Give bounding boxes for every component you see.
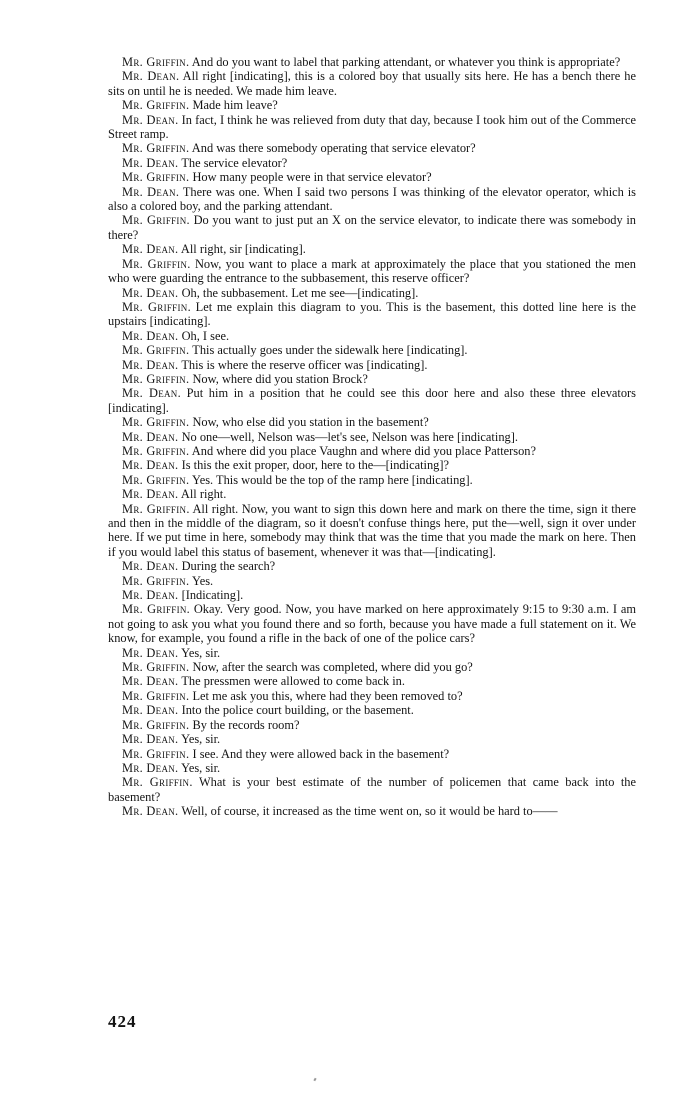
speaker-name: Mr. Dean. [122, 559, 179, 574]
scan-speck [313, 1078, 316, 1082]
transcript-paragraph [108, 358, 636, 372]
speaker-name: Mr. Griffin. [122, 660, 190, 675]
transcript-paragraph [108, 502, 636, 560]
speech-text: And was there somebody operating that service elevator? [191, 141, 476, 156]
transcript-paragraph [108, 775, 636, 804]
page-number: 424 [108, 1012, 137, 1031]
speaker-name: Mr. Dean. [122, 487, 179, 502]
speaker-name: Mr. Dean. [122, 645, 179, 660]
transcript-paragraph [108, 170, 636, 184]
speaker-name: Mr. Griffin. [122, 746, 190, 761]
transcript-paragraph [108, 98, 636, 112]
transcript-paragraph [108, 473, 636, 487]
speech-text: The pressmen were allowed to come back in. [181, 674, 405, 689]
speaker-name: Mr. Griffin. [122, 472, 190, 487]
transcript-body [108, 55, 636, 819]
speaker-name: Mr. Griffin. [122, 141, 190, 156]
speaker-name: Mr. Dean. [122, 69, 180, 84]
speech-text: No one—well, Nelson was—let's see, Nelson was here [indicating]. [181, 429, 518, 444]
transcript-paragraph [108, 372, 636, 386]
speaker-name: Mr. Griffin. [122, 170, 190, 185]
transcript-paragraph [108, 69, 636, 98]
speaker-name: Mr. Dean. [122, 732, 179, 747]
speech-text: Oh, the subbasement. Let me see—[indicating]. [181, 285, 419, 300]
speech-text: Yes, sir. [181, 732, 221, 747]
speaker-name: Mr. Dean. [122, 357, 179, 372]
transcript-paragraph [108, 458, 636, 472]
speech-text: Let me explain this diagram to you. This is the basement, this dotted line here is the upstairs [indicating]. [108, 299, 636, 329]
speech-text: Yes. [192, 573, 214, 588]
speaker-name: Mr. Griffin. [122, 299, 191, 314]
speech-text: Yes, sir. [181, 645, 221, 660]
transcript-paragraph [108, 660, 636, 674]
speaker-name: Mr. Griffin. [122, 343, 190, 358]
speech-text: Now, where did you station Brock? [192, 371, 368, 386]
transcript-paragraph [108, 415, 636, 429]
speech-text: This is where the reserve officer was [indicating]. [181, 357, 428, 372]
speaker-name: Mr. Dean. [122, 112, 179, 127]
transcript-paragraph [108, 257, 636, 286]
speech-text: [Indicating]. [181, 588, 244, 603]
transcript-paragraph [108, 761, 636, 775]
speaker-name: Mr. Dean. [122, 458, 179, 473]
speech-text: By the records room? [192, 717, 300, 732]
speaker-name: Mr. Griffin. [122, 775, 193, 790]
transcript-paragraph [108, 804, 636, 818]
speech-text: Now, you want to place a mark at approximately the place that you stationed the men who were guarding the entrance to the subbasement, this reserve officer? [108, 256, 636, 286]
speech-text: Is this the exit proper, door, here to the—[indicating]? [181, 458, 449, 473]
speaker-name: Mr. Griffin. [122, 443, 190, 458]
transcript-paragraph [108, 444, 636, 458]
speaker-name: Mr. Dean. [122, 386, 181, 401]
speaker-name: Mr. Griffin. [122, 55, 190, 69]
speech-text: All right, sir [indicating]. [180, 242, 306, 257]
speech-text: Put him in a position that he could see this door here and also these three elevators [indicating]. [108, 386, 636, 415]
speaker-name: Mr. Dean. [122, 429, 179, 444]
speech-text: Do you want to just put an X on the service elevator, to indicate there was somebody in there? [108, 213, 636, 242]
speaker-name: Mr. Dean. [122, 703, 179, 718]
speaker-name: Mr. Griffin. [122, 501, 190, 516]
transcript-paragraph [108, 55, 636, 69]
speech-text: All right. [180, 487, 227, 502]
transcript-paragraph [108, 747, 636, 761]
speaker-name: Mr. Griffin. [122, 371, 190, 386]
speaker-name: Mr. Dean. [122, 674, 179, 689]
speaker-name: Mr. Dean. [122, 242, 179, 257]
speech-text: All right. Now, you want to sign this down here and mark on there the time, sign it there and then in the middle of the diagram, so it doesn't confuse things here, put the—well, sign it over under here. If we put time in here, somebody may think that was the time that you made the mark on here. Then if you would label this status of basement, whenever it was that—[indicating]. [108, 501, 636, 559]
transcript-paragraph [108, 574, 636, 588]
speaker-name: Mr. Dean. [122, 804, 179, 819]
transcript-paragraph [108, 329, 636, 343]
speaker-name: Mr. Dean. [122, 760, 179, 775]
transcript-paragraph [108, 646, 636, 660]
speaker-name: Mr. Dean. [122, 155, 179, 170]
speech-text: This actually goes under the sidewalk here [indicating]. [192, 343, 468, 358]
speaker-name: Mr. Griffin. [122, 573, 190, 588]
speech-text: All right [indicating], this is a colored boy that usually sits here. He has a bench there he sits on until he is needed. We made him leave. [108, 69, 636, 98]
speech-text: Into the police court building, or the basement. [181, 703, 414, 718]
speech-text: And do you want to label that parking attendant, or whatever you think is appropriate? [191, 55, 621, 69]
transcript-paragraph [108, 113, 636, 142]
speech-text: Made him leave? [192, 98, 278, 113]
speech-text: During the search? [181, 559, 276, 574]
transcript-paragraph [108, 602, 636, 645]
transcript-paragraph [108, 430, 636, 444]
transcript-paragraph [108, 689, 636, 703]
speaker-name: Mr. Griffin. [122, 98, 190, 113]
transcript-paragraph [108, 588, 636, 602]
speech-text: How many people were in that service elevator? [192, 170, 432, 185]
transcript-paragraph [108, 386, 636, 415]
transcript-paragraph [108, 343, 636, 357]
speech-text: Now, after the search was completed, where did you go? [192, 660, 473, 675]
speech-text: The service elevator? [181, 155, 288, 170]
speech-text: And where did you place Vaughn and where did you place Patterson? [191, 443, 536, 458]
transcript-paragraph [108, 286, 636, 300]
speaker-name: Mr. Dean. [122, 328, 179, 343]
speaker-name: Mr. Griffin. [122, 602, 191, 617]
transcript-paragraph [108, 559, 636, 573]
speech-text: Okay. Very good. Now, you have marked on here approximately 9:15 to 9:30 a.m. I am not going to ask you what you found there and so forth, because you have made a full statement on it. We know, for example, you found a rifle in the back of one of the police cars? [108, 602, 636, 646]
transcript-paragraph [108, 718, 636, 732]
speech-text: I see. And they were allowed back in the basement? [192, 746, 450, 761]
speaker-name: Mr. Griffin. [122, 717, 190, 732]
speech-text: There was one. When I said two persons I was thinking of the elevator operator, which is also a colored boy, and the parking attendant. [108, 184, 636, 214]
transcript-paragraph [108, 487, 636, 501]
speaker-name: Mr. Griffin. [122, 213, 190, 228]
speaker-name: Mr. Griffin. [122, 415, 190, 430]
speech-text: Now, who else did you station in the basement? [192, 415, 429, 430]
transcript-paragraph [108, 141, 636, 155]
transcript-paragraph [108, 242, 636, 256]
transcript-paragraph [108, 674, 636, 688]
speaker-name: Mr. Dean. [122, 184, 180, 199]
speaker-name: Mr. Griffin. [122, 688, 190, 703]
speech-text: Yes. This would be the top of the ramp here [indicating]. [192, 472, 473, 487]
speech-text: Well, of course, it increased as the time went on, so it would be hard to—— [181, 804, 558, 819]
speech-text: Oh, I see. [181, 328, 230, 343]
speech-text: Yes, sir. [181, 760, 221, 775]
speaker-name: Mr. Dean. [122, 285, 179, 300]
speaker-name: Mr. Griffin. [122, 256, 191, 271]
transcript-paragraph [108, 213, 636, 242]
speech-text: Let me ask you this, where had they been removed to? [192, 688, 463, 703]
transcript-paragraph [108, 300, 636, 329]
transcript-paragraph [108, 185, 636, 214]
transcript-paragraph [108, 703, 636, 717]
speaker-name: Mr. Dean. [122, 588, 179, 603]
speech-text: What is your best estimate of the number of policemen that came back into the basement? [108, 775, 636, 804]
speech-text: In fact, I think he was relieved from duty that day, because I took him out of the Commerce Street ramp. [108, 112, 636, 142]
transcript-paragraph [108, 732, 636, 746]
transcript-paragraph [108, 156, 636, 170]
